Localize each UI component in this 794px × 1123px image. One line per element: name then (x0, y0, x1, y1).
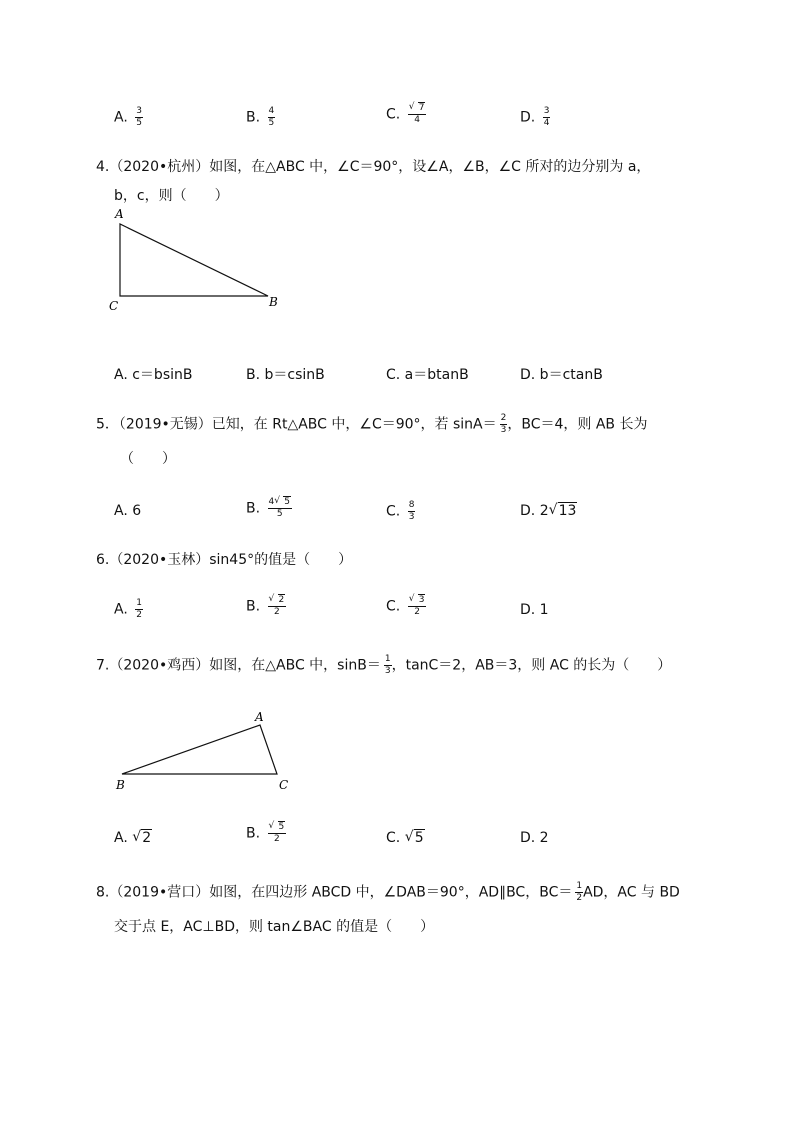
q5-option-a: A. 6 (114, 503, 142, 519)
q7-option-a (114, 828, 152, 848)
vertex-label-c: C (279, 778, 289, 792)
q5-option-c (386, 501, 415, 522)
sqrt-symbol (274, 498, 291, 507)
option-label: C. (386, 598, 401, 615)
fraction (268, 498, 292, 519)
q3-option-c (386, 104, 426, 125)
sqrt-symbol (269, 823, 286, 832)
sqrt-symbol (409, 104, 426, 113)
denominator: 2 (274, 607, 280, 617)
vertex-label-a: A (255, 710, 264, 724)
q3-option-d (520, 107, 550, 128)
q3-option-a (114, 107, 143, 128)
vertex-label-a: A (115, 207, 124, 221)
q6-option-c (386, 596, 426, 617)
denominator: 4 (414, 115, 420, 125)
q4-option-a: A. c＝bsinB (114, 367, 193, 383)
q7-option-b (246, 823, 286, 844)
denominator: 2 (414, 607, 420, 617)
fraction (575, 882, 583, 903)
vertex-label-c: C (109, 299, 119, 313)
q3-option-b (246, 107, 275, 128)
fraction (408, 501, 416, 522)
option-label: C. (386, 503, 401, 520)
vertex-label-b: B (269, 295, 278, 309)
fraction (408, 104, 427, 125)
vertex-label-b: B (116, 778, 125, 792)
q5-stem-pre: 5．（2019•无锡）已知，在 Rt△ABC 中，∠C＝90°，若 sinA＝ (96, 416, 497, 433)
fraction (268, 107, 276, 128)
q7-triangle-figure (100, 705, 320, 805)
coefficient: 2 (539, 503, 549, 519)
denominator: 3 (500, 425, 507, 435)
numerator: 1 (136, 598, 142, 608)
option-label: D. (520, 109, 536, 126)
q4-triangle-figure (100, 200, 300, 320)
denominator: 5 (136, 118, 142, 128)
denominator: 5 (268, 118, 275, 128)
fraction (268, 596, 287, 617)
denominator: 2 (136, 610, 142, 620)
option-label: A. (114, 830, 128, 846)
q5-option-b (246, 498, 292, 519)
radicand: 7 (418, 103, 425, 113)
fraction (135, 107, 143, 128)
q4-option-c: C. a＝btanB (386, 367, 469, 383)
option-label: B. (246, 109, 261, 126)
q6-option-a (114, 599, 143, 620)
option-label: C. (386, 106, 401, 123)
radicand: 13 (558, 503, 577, 519)
q6-option-d: D. 1 (520, 602, 549, 618)
q7-stem (96, 655, 671, 676)
denominator: 2 (274, 834, 280, 844)
q5-stem-line2: （ ） (120, 451, 176, 467)
option-label: B. (246, 598, 261, 615)
option-label: A. (114, 601, 128, 618)
radicand: 5 (284, 497, 290, 507)
radicand: 2 (142, 830, 152, 846)
option-label: B. (246, 500, 261, 517)
q8-stem-post: AD，AC 与 BD (583, 884, 680, 901)
fraction (543, 107, 551, 128)
q6-stem: 6.（2020•玉林）sin45°的值是（ ） (96, 552, 353, 568)
numerator: 3 (543, 106, 550, 116)
fraction (384, 655, 392, 676)
option-label: A. (114, 109, 128, 126)
numerator: 1 (576, 881, 583, 891)
q8-stem-line1 (96, 882, 680, 903)
numerator: 8 (408, 500, 415, 510)
q7-option-c (386, 828, 425, 848)
option-label: B. (246, 825, 261, 842)
radicand: 2 (278, 595, 285, 605)
radicand: 5 (414, 830, 424, 846)
q4-stem-line1: 4.（2020•杭州）如图，在△ABC 中，∠C＝90°，设∠A，∠B，∠C 所对的边分别为 a， (96, 159, 651, 175)
q6-option-b (246, 596, 286, 617)
q8-stem-line2: 交于点 E，AC⊥BD，则 tan∠BAC 的值是（ ） (114, 919, 435, 935)
numerator: 4 (268, 106, 275, 116)
numerator: 3 (136, 106, 142, 116)
q5-option-d (520, 501, 577, 521)
sqrt-symbol (549, 501, 578, 521)
q7-stem-post: ，tanC＝2，AB＝3，则 AC 的长为（ ） (391, 657, 672, 674)
fraction (268, 823, 287, 844)
denominator: 4 (543, 118, 550, 128)
q5-stem-line1 (96, 414, 647, 435)
coefficient: 4 (268, 497, 275, 507)
radicand: 3 (418, 595, 425, 605)
numerator: 1 (384, 654, 391, 664)
q8-stem-pre: 8.（2019•营口）如图，在四边形 ABCD 中，∠DAB＝90°，AD∥BC，BC＝ (96, 884, 573, 901)
sqrt-symbol (132, 828, 152, 848)
denominator: 5 (276, 509, 283, 519)
option-label: C. (386, 830, 401, 846)
triangle-abc (122, 725, 277, 774)
fraction (408, 596, 427, 617)
option-label: D. (520, 503, 536, 519)
q7-option-d: D. 2 (520, 830, 549, 846)
q4-option-b: B. b＝csinB (246, 367, 325, 383)
q4-stem-line2: b，c，则（ ） (114, 188, 229, 204)
triangle-abc (120, 224, 268, 296)
fraction (135, 599, 143, 620)
denominator: 3 (408, 512, 415, 522)
numerator: 2 (500, 413, 507, 423)
sqrt-symbol (269, 596, 286, 605)
sqrt-symbol (405, 828, 425, 848)
denominator: 3 (384, 666, 391, 676)
q7-stem-pre: 7.（2020•鸡西）如图，在△ABC 中，sinB＝ (96, 657, 381, 674)
radicand: 5 (278, 822, 285, 832)
q5-stem-post: ，BC＝4，则 AB 长为 (507, 416, 648, 433)
sqrt-symbol (409, 596, 426, 605)
denominator: 2 (576, 893, 583, 903)
q4-option-d: D. b＝ctanB (520, 367, 603, 383)
